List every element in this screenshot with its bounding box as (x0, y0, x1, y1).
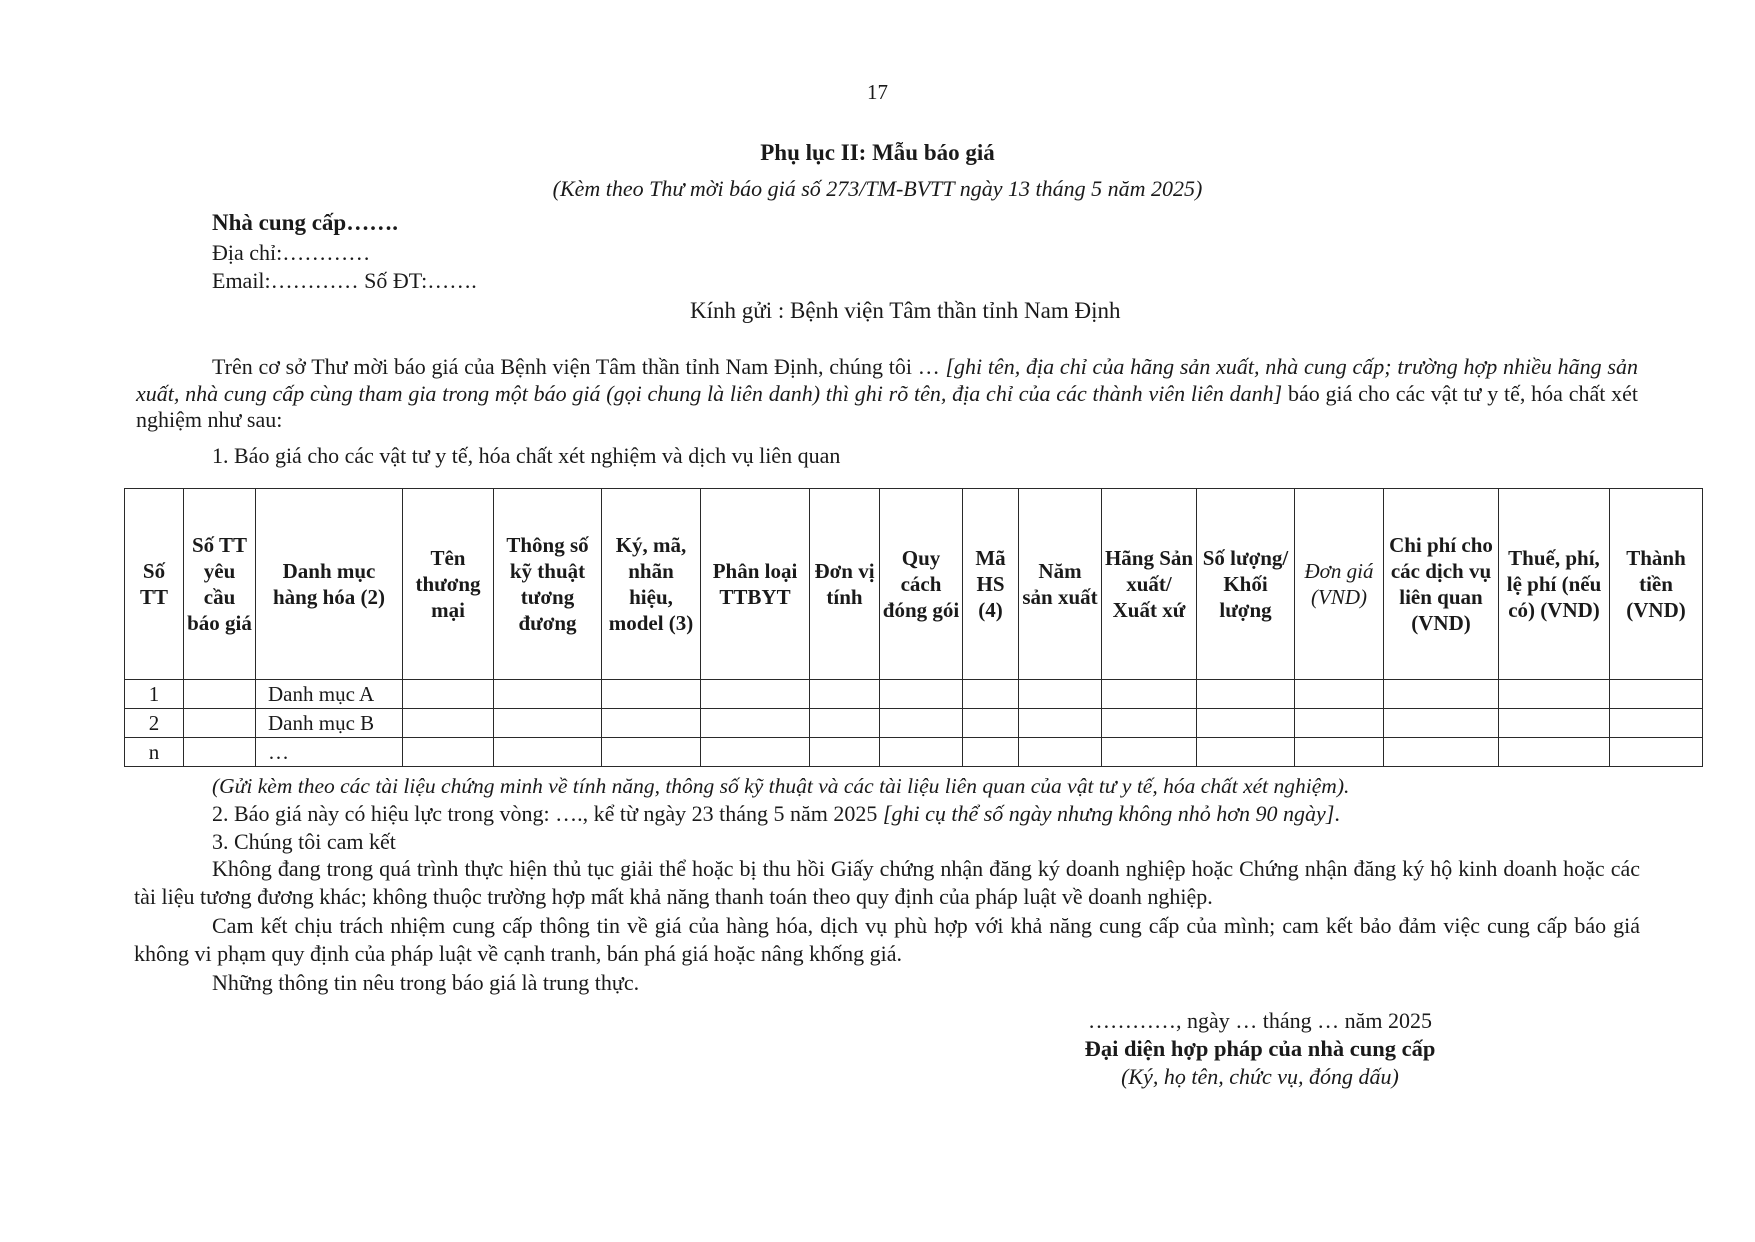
intro-lead: Trên cơ sở Thư mời báo giá của Bệnh viện Tâm thần tỉnh Nam Định, chúng tôi … (212, 354, 946, 379)
table-header-row (125, 489, 1703, 680)
col-header-classification: Phân loại TTBYT (701, 489, 810, 680)
col-header-goods-category: Danh mục hàng hóa (2) (256, 489, 403, 680)
table-cell (1102, 738, 1197, 767)
row-category: … (256, 738, 403, 767)
col-header-unit: Đơn vị tính (810, 489, 880, 680)
table-cell (1384, 680, 1499, 709)
table-cell (701, 709, 810, 738)
table-cell (1295, 709, 1384, 738)
commitment-3: Những thông tin nêu trong báo giá là trung thực. (212, 970, 640, 995)
validity-note: [ghi cụ thể số ngày nhưng không nhỏ hơn 90 ngày] (882, 801, 1335, 826)
supplier-name: Nhà cung cấp……. (212, 210, 398, 235)
table-cell (1102, 709, 1197, 738)
table-cell (1499, 680, 1610, 709)
section-3-heading: 3. Chúng tôi cam kết (212, 829, 396, 854)
table-cell (1384, 738, 1499, 767)
validity-end: . (1334, 801, 1340, 826)
col-header-model: Ký, mã, nhãn hiệu, model (3) (602, 489, 701, 680)
supplier-address: Địa chỉ:………… (212, 240, 371, 265)
table-cell (1197, 709, 1295, 738)
table-row (125, 709, 1703, 738)
page-number: 17 (867, 80, 888, 104)
table-cell (494, 680, 602, 709)
table-cell (880, 738, 963, 767)
table-cell (602, 709, 701, 738)
table-cell (184, 680, 256, 709)
table-cell (1102, 680, 1197, 709)
table-cell (1610, 680, 1703, 709)
validity-lead: 2. Báo giá này có hiệu lực trong vòng: …., kể từ ngày 23 tháng 5 năm 2025 (212, 801, 883, 826)
table-cell (1019, 680, 1102, 709)
row-category: Danh mục B (256, 709, 403, 738)
table-cell (1610, 738, 1703, 767)
table-cell (1197, 738, 1295, 767)
col-header-unit-price: Đơn giá (VND) (1295, 489, 1384, 680)
signature-date: …………, ngày … tháng … năm 2025 (1087, 1008, 1433, 1033)
col-header-packaging: Quy cách đóng gói (880, 489, 963, 680)
col-header-stt: Số TT (125, 489, 184, 680)
table-cell (1295, 738, 1384, 767)
section-1-heading: 1. Báo giá cho các vật tư y tế, hóa chất xét nghiệm và dịch vụ liên quan (212, 443, 841, 468)
table-cell (963, 709, 1019, 738)
table-cell (963, 680, 1019, 709)
table-cell (184, 738, 256, 767)
col-header-manufacture-year: Năm sản xuất (1019, 489, 1102, 680)
table-cell (403, 738, 494, 767)
table-cell (1019, 709, 1102, 738)
table-cell (494, 709, 602, 738)
table-cell (403, 680, 494, 709)
table-cell (602, 680, 701, 709)
table-cell (810, 738, 880, 767)
table-cell (880, 680, 963, 709)
table-row (125, 680, 1703, 709)
commitment-2: Cam kết chịu trách nhiệm cung cấp thông tin về giá của hàng hóa, dịch vụ phù hợp với khả năng cung cấp của mình; cam kết bảo đảm việc cung cấp báo giá không vi phạm quy định của pháp luật về cạnh tranh, bán phá giá hoặc nâng khống giá. (134, 913, 1640, 966)
table-cell (1499, 709, 1610, 738)
row-stt: n (125, 738, 184, 767)
table-cell (1499, 738, 1610, 767)
table-cell (184, 709, 256, 738)
intro-tail: báo giá cho các vật tư y tế, hóa chất xét nghiệm như sau: (136, 380, 1638, 432)
intro-paragraph (136, 354, 1638, 434)
col-header-service-cost: Chi phí cho các dịch vụ liên quan (VND) (1384, 489, 1499, 680)
row-stt: 2 (125, 709, 184, 738)
col-header-specifications: Thông số kỹ thuật tương đương (494, 489, 602, 680)
appendix-title: Phụ lục II: Mẫu báo giá (760, 140, 995, 165)
recipient-line: Kính gửi : Bệnh viện Tâm thần tỉnh Nam Định (690, 298, 1121, 323)
supplier-contact: Email:………… Số ĐT:……. (212, 268, 477, 293)
table-cell (810, 680, 880, 709)
table-cell (701, 680, 810, 709)
table-cell (880, 709, 963, 738)
col-header-manufacturer-origin: Hãng Sản xuất/ Xuất xứ (1102, 489, 1197, 680)
col-header-taxes-fees: Thuế, phí, lệ phí (nếu có) (VND) (1499, 489, 1610, 680)
col-header-trade-name: Tên thương mại (403, 489, 494, 680)
table-cell (1384, 709, 1499, 738)
attachment-note: (Gửi kèm theo các tài liệu chứng minh về tính năng, thông số kỹ thuật và các tài liệu liên quan của vật tư y tế, hóa chất xét nghiệm). (212, 774, 1350, 798)
appendix-subtitle: (Kèm theo Thư mời báo giá số 273/TM-BVTT ngày 13 tháng 5 năm 2025) (552, 176, 1203, 201)
col-header-quantity: Số lượng/ Khối lượng (1197, 489, 1295, 680)
quote-table (124, 488, 1703, 767)
col-header-total: Thành tiền (VND) (1610, 489, 1703, 680)
table-cell (810, 709, 880, 738)
row-stt: 1 (125, 680, 184, 709)
table-cell (1610, 709, 1703, 738)
table-cell (701, 738, 810, 767)
signature-note: (Ký, họ tên, chức vụ, đóng dấu) (1121, 1064, 1399, 1089)
table-cell (602, 738, 701, 767)
row-category: Danh mục A (256, 680, 403, 709)
table-cell (963, 738, 1019, 767)
intro-bracket-note: [ghi tên, địa chỉ của hãng sản xuất, nhà cung cấp; trường hợp nhiều hãng sản xuất, nhà cung cấp cùng tham gia trong một báo giá (gọi chung là liên danh) thì ghi rõ tên, địa chỉ của các thành viên liên danh] (136, 354, 1638, 406)
table-cell (1295, 680, 1384, 709)
commitment-1: Không đang trong quá trình thực hiện thủ tục giải thể hoặc bị thu hồi Giấy chứng nhận đăng ký doanh nghiệp hoặc Chứng nhận đăng ký hộ kinh doanh hoặc các tài liệu tương đương khác; không thuộc trường hợp mất khả năng thanh toán theo quy định của pháp luật về doanh nghiệp. (134, 856, 1640, 909)
signature-title: Đại diện hợp pháp của nhà cung cấp (1084, 1036, 1436, 1061)
table-cell (1019, 738, 1102, 767)
table-cell (1197, 680, 1295, 709)
col-header-hs-code: Mã HS (4) (963, 489, 1019, 680)
section-2-validity (212, 801, 1340, 827)
table-row (125, 738, 1703, 767)
col-header-request-stt: Số TT yêu cầu báo giá (184, 489, 256, 680)
table-cell (494, 738, 602, 767)
table-cell (403, 709, 494, 738)
